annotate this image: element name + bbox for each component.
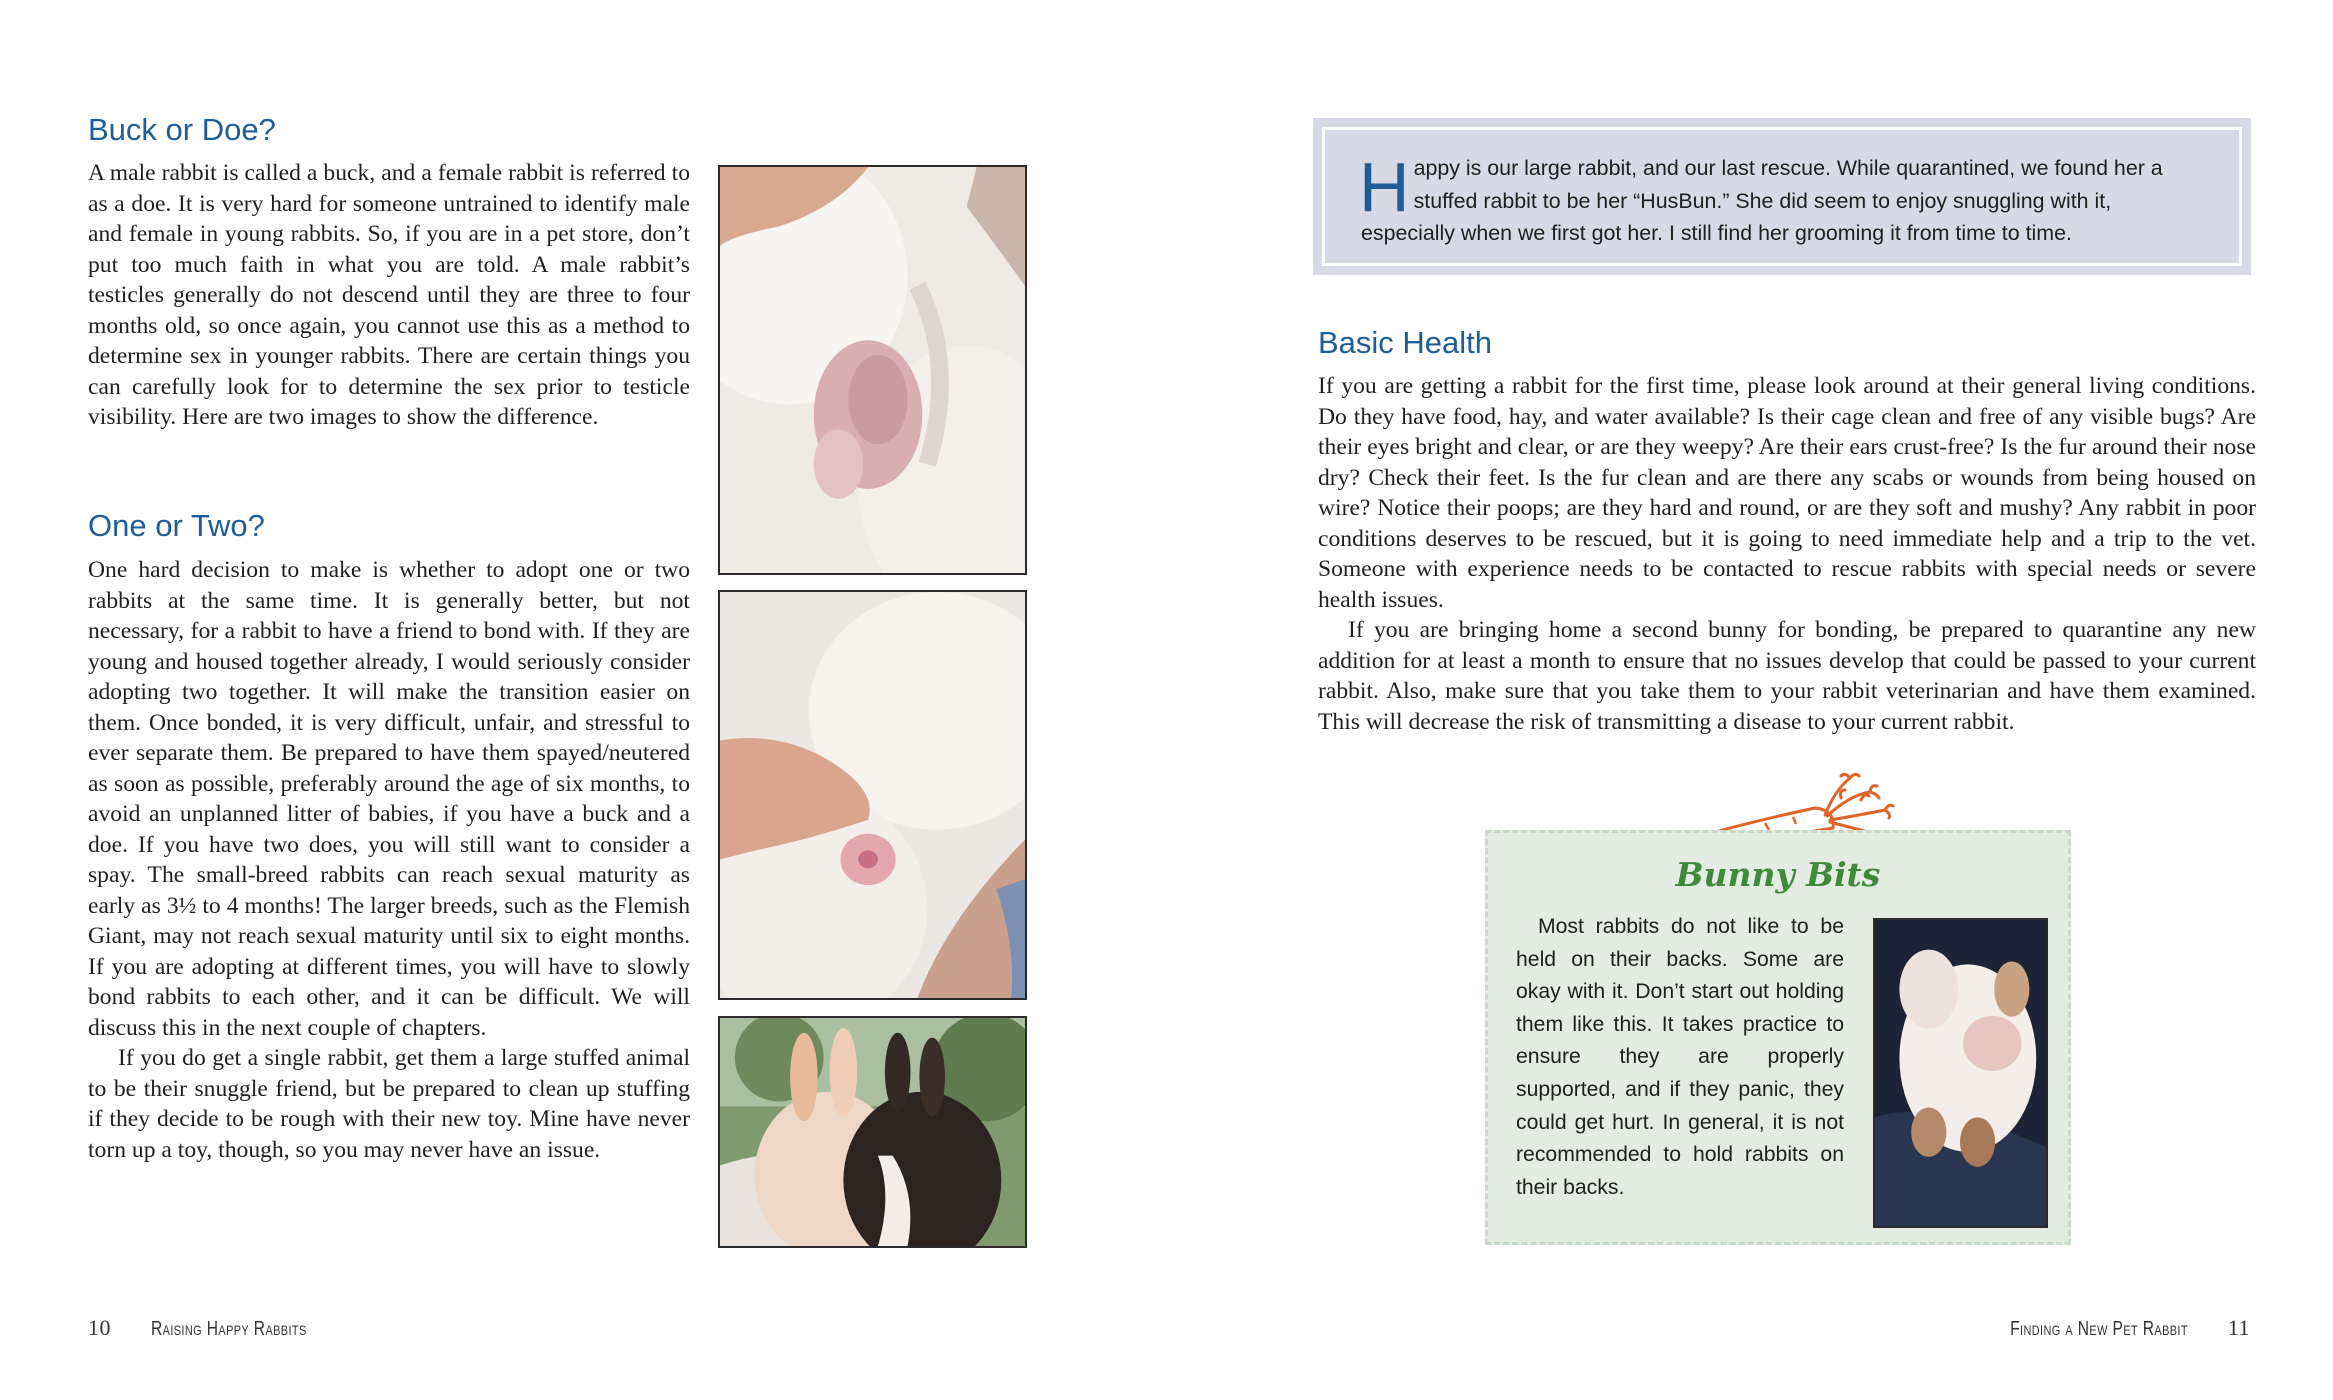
bunny-bits-title: Bunny Bits [1675,855,1881,894]
rabbit-on-back-photo [1873,918,2048,1228]
one-or-two-paragraph-1: One hard decision to make is whether to adopt one or two rabbits at the same time. It is generally better, but not necessary, for a rabbit to have a friend to bond with. If they are young and housed together already, I would seriously consider adopting two together. It will make the transition easier on them. Once bonded, it is very difficult, unfair, and stressful to ever separate them. Be prepared to have them spayed/neutered as soon as possible, preferably around the age of six months, to avoid an unplanned litter of babies, if you have a buck and a doe. If you have two does, you will still want to consider a spay. The small-breed rabbits can reach sexual maturity as early as 3½ to 4 months! The larger breeds, such as the Flemish Giant, may not reach sexual maturity until six to eight months. If you are adopting at different times, you will have to slowly bond rabbits to each other, and it can be difficult. We will discuss this in the next couple of chapters. [88,557,690,1041]
buck-paragraph-text: A male rabbit is called a buck, and a female rabbit is referred to as a doe. It is very hard for someone untrained to identify male and female in young rabbits. So, if you are in a pet store, don’t put too much faith in what you are told. A male rabbit’s testicles generally do not descend until they are three to four months old, so once again, you cannot use this as a method to determine sex in younger rabbits. There are certain things you can carefully look for to determine the sex prior to testicle visibility. Here are two images to show the difference. [88,160,690,430]
buck-or-doe-paragraph [88,158,690,433]
one-or-two-heading: One or Two? [88,508,265,543]
bunny-bits-text: Most rabbits do not like to be held on their backs. Some are okay with it. Don’t start out holding them like this. It takes practice to ensure they are properly supported, and if they panic, they could get hurt. In general, it is not recommended to hold rabbits on their backs. [1516,915,1844,1199]
basic-health-heading: Basic Health [1318,325,1493,360]
one-or-two-text [88,555,690,1165]
one-or-two-paragraph-2: If you do get a single rabbit, get them a large stuffed animal to be their snuggle friend, but be prepared to clean up stuffing if they decide to be rough with their new toy. Mine have never torn up a toy, though, so you may never have an issue. [88,1045,690,1163]
bunny-bits-sidebar [1485,830,2071,1245]
right-footer [1960,1315,2250,1341]
buck-or-doe-heading: Buck or Doe? [88,112,276,147]
callout-inner [1322,127,2242,266]
left-page-number: 10 [88,1315,111,1340]
right-running-title: Finding a New Pet Rabbit [2010,1318,2189,1340]
basic-health-text [1318,371,2256,737]
left-footer [88,1315,350,1341]
doe-sexing-photo [718,590,1027,1000]
callout-dropcap: H [1359,148,1410,226]
health-paragraph-2: If you are bringing home a second bunny for bonding, be prepared to quarantine any new addition for at least a month to ensure that no issues develop that could be passed to your current rabbit. Also, make sure that you take them to your rabbit veterinarian and have them examined. This will decrease the risk of transmitting a disease to your current rabbit. [1318,617,2256,735]
happy-callout-box [1313,118,2251,275]
two-rabbits-photo [718,1016,1027,1248]
health-paragraph-1: If you are getting a rabbit for the first time, please look around at their general living conditions. Do they have food, hay, and water available? Is their cage clean and free of any visible bugs? Are their eyes bright and clear, or are they weepy? Are their ears crust-free? Is the fur around their nose dry? Check their feet. Is the fur clean and are there any scabs or wounds from being housed on wire? Notice their poops; are they hard and round, or are they soft and mushy? Any rabbit in poor conditions deserves to be rescued, but it is going to need immediate help and a trip to the vet. Someone with experience needs to be contacted to rescue rabbits with special needs or severe health issues. [1318,373,2256,613]
right-page-number: 11 [2227,1315,2250,1340]
left-running-title: Raising Happy Rabbits [150,1318,307,1340]
buck-sexing-photo [718,165,1027,575]
callout-text: appy is our large rabbit, and our last rescue. While quarantined, we found her a stuffed rabbit to be her “HusBun.” She did seem to enjoy snuggling with it, especially when we first got her. I still find her grooming it from time to time. [1361,156,2163,245]
